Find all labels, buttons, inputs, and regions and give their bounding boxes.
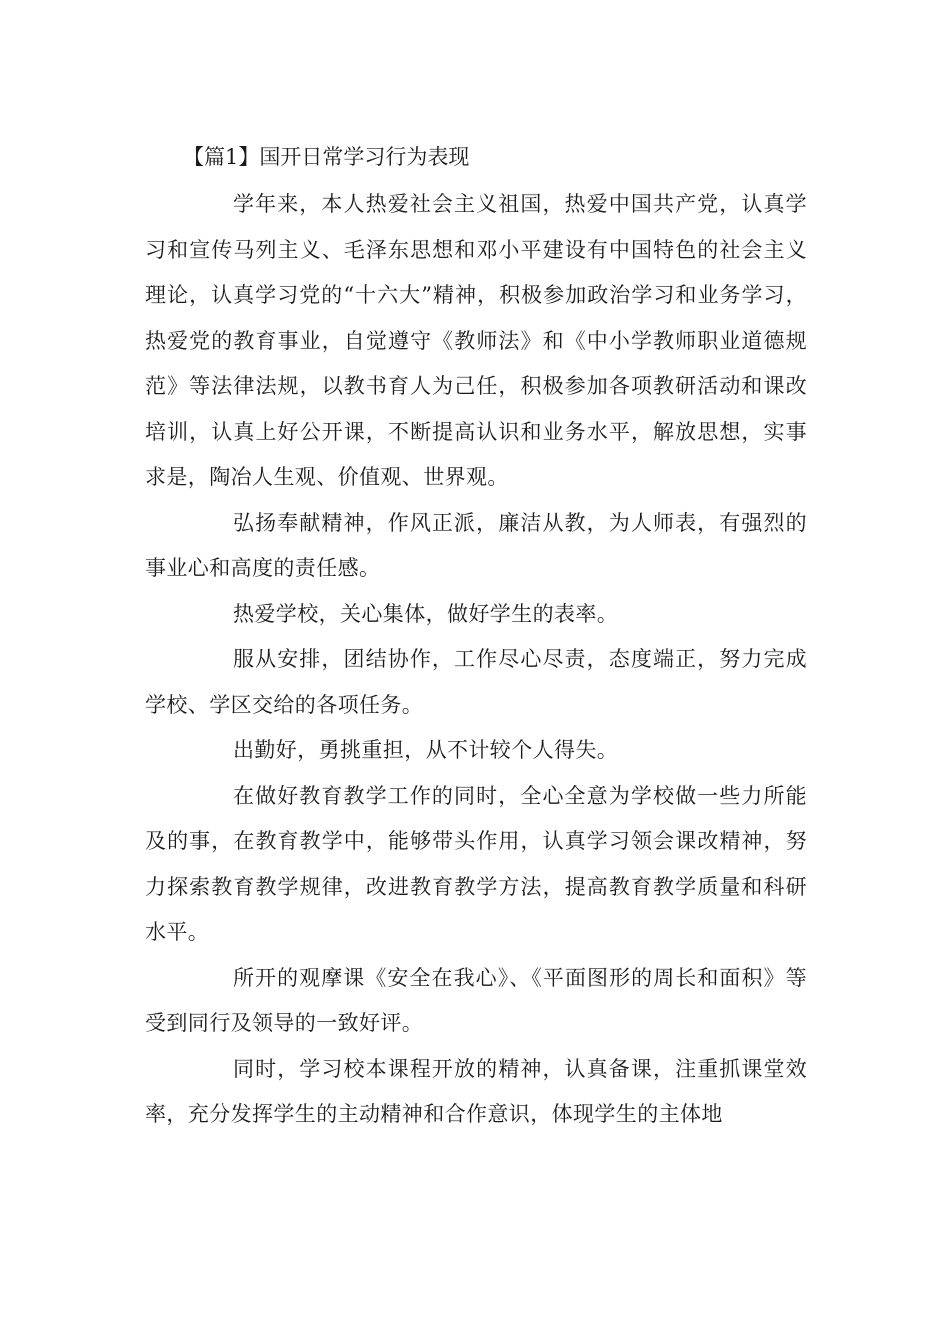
paragraph-1: 学年来，本人热爱社会主义祖国，热爱中国共产党，认真学习和宣传马列主义、毛泽东思想和邓小平建设有中国特色的社会主义理论，认真学习党的“十六大”精神，积极参加政治学习和业务学习，热爱党的教育事业，自觉遵守《教师法》和《中小学教师职业道德规范》等法律法规，以教书育人为己任，积极参加各项教研活动和课改培训，认真上好公开课，不断提高认识和业务水平，解放思想，实事求是，陶冶人生观、价值观、世界观。: [145, 192, 807, 489]
paragraph-6: 在做好教育教学工作的同时，全心全意为学校做一些力所能及的事，在教育教学中，能够带头作用，认真学习领会课改精神，努力探索教育教学规律，改进教育教学方法，提高教育教学质量和科研水平。: [145, 783, 807, 944]
paragraph-7: 所开的观摩课《安全在我心》、《平面图形的周长和面积》等受到同行及领导的一致好评。: [145, 965, 807, 1035]
paragraph-4: 服从安排，团结协作，工作尽心尽责，态度端正，努力完成学校、学区交给的各项任务。: [145, 647, 807, 717]
document-body: [145, 134, 807, 1138]
paragraph-8: 同时，学习校本课程开放的精神，认真备课，注重抓课堂效率，充分发挥学生的主动精神和合作意识，体现学生的主体地: [145, 1056, 807, 1126]
paragraph-3: 热爱学校，关心集体，做好学生的表率。: [233, 601, 619, 626]
paragraph-2: 弘扬奉献精神，作风正派，廉洁从教，为人师表，有强烈的事业心和高度的责任感。: [145, 510, 807, 580]
section-heading: 【篇1】国开日常学习行为表现: [183, 145, 470, 169]
paragraph-5: 出勤好，勇挑重担，从不计较个人得失。: [233, 738, 619, 762]
